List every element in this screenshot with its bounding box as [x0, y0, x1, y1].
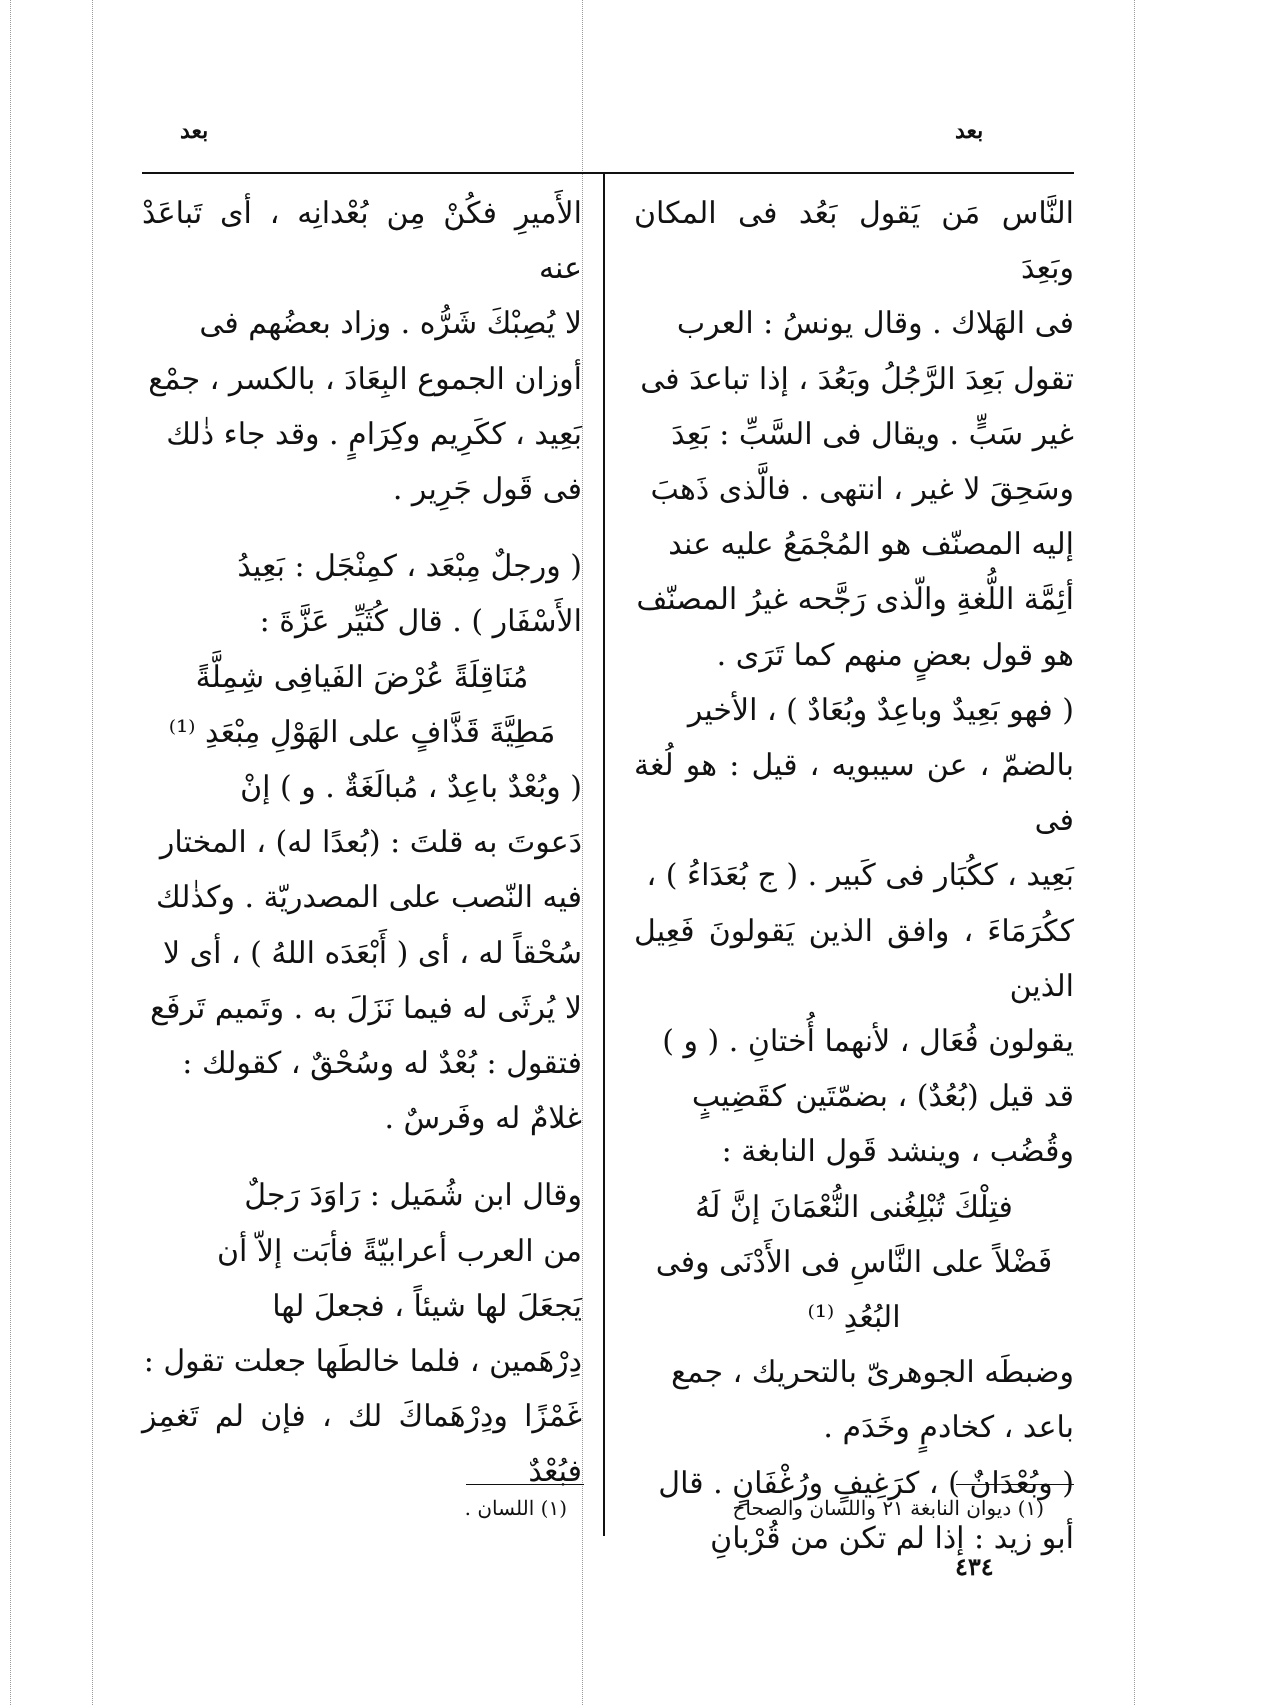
- text-line: لا يُصِبْكَ شَرُّه . وزاد بعضُهم فى: [199, 306, 582, 342]
- text-line: من العرب أعرابيّةً فأبَت إلاّ أن: [216, 1233, 582, 1269]
- text-line: قد قيل (بُعُدٌ) ، بضمّتَين كقَضِيبٍ: [691, 1079, 1074, 1115]
- footnote-right: (١) ديوان النابغة ٢١ واللسان والصحاح: [732, 1496, 1044, 1520]
- text-line: هو قول بعضٍ منهم كما تَرَى .: [716, 637, 1074, 673]
- text-line: الأَسْفَار ) . قال كُثَيِّر عَزَّةَ :: [259, 604, 582, 640]
- text-line: ككُرَمَاءَ ، وافق الذين يَقولونَ فَعِيل الذين: [634, 913, 1074, 1004]
- text-line: غَمْزًا ودِرْهَماكَ لك ، فإن لم تَغمِز فبُعْدٌ: [142, 1399, 582, 1490]
- right-column: [634, 186, 1074, 1566]
- text-line: إليه المصنّف هو المُجْمَعُ عليه عند: [668, 527, 1074, 563]
- scan-guide-line: [10, 0, 11, 1705]
- text-line: بَعِيد ، ككَرِيم وكِرَامٍ . وقد جاء ذٰلك: [166, 416, 582, 452]
- text-line: غير سَبٍّ . ويقال فى السَّبِّ : بَعِدَ: [671, 416, 1074, 452]
- verse-line: فَضْلاً على النَّاسِ فى الأَدْنَى وفى البُعُدِ ⁽¹⁾: [655, 1244, 1053, 1336]
- running-header-right: بعد: [955, 118, 984, 144]
- text-line: لا يُرثَى له فيما نَزَلَ به . وتَميم تَرفَع: [150, 990, 582, 1026]
- verse-line: مُنَاقِلَةً عُرْضَ الفَيافِى شِمِلَّةً: [195, 659, 529, 695]
- footnote-rule-left: [466, 1484, 584, 1485]
- footnote-left: (١) اللسان .: [464, 1496, 567, 1520]
- paragraph-gap: [142, 1146, 582, 1168]
- text-line: دَعوتَ به قلتَ : (بُعدًا له) ، المختار: [159, 825, 582, 861]
- verse-line: مَطِيَّةَ قَذَّافٍ على الهَوْلِ مِبْعَدِ ⁽¹⁾: [168, 714, 556, 750]
- text-line: وقال ابن شُمَيل : رَاوَدَ رَجلٌ: [244, 1178, 582, 1214]
- text-line: الأَميرِ فكُنْ مِن بُعْدانِه ، أى تَباعَدْ عنه: [142, 196, 582, 287]
- text-line: وضبطَه الجوهرىّ بالتحريك ، جمع: [671, 1355, 1074, 1391]
- text-line: فيه النّصب على المصدريّة . وكذٰلك: [156, 880, 582, 916]
- text-line: فى قَول جَرِير .: [392, 472, 582, 508]
- text-line: فتقول : بُعْدٌ له وسُحْقٌ ، كقولك :: [182, 1046, 582, 1082]
- text-line: فى الهَلاك . وقال يونسُ : العرب: [676, 306, 1074, 342]
- text-line: بَعِيد ، ككُبَار فى كَبير . ( ج بُعَدَاءُ ) ،: [646, 858, 1074, 894]
- text-line: يَجعَلَ لها شيئاً ، فجعلَ لها: [272, 1288, 582, 1324]
- text-line: النَّاس مَن يَقول بَعُد فى المكان وبَعِدَ: [634, 196, 1074, 287]
- text-line: سُحْقاً له ، أى ( أَبْعَدَه اللهُ ) ، أى لا: [162, 935, 582, 971]
- text-line: أوزان الجموع البِعَادَ ، بالكسر ، جمْع: [148, 361, 582, 397]
- scan-guide-line: [92, 0, 93, 1705]
- text-line: وسَحِقَ لا غير ، انتهى . فالَّذى ذَهبَ: [650, 472, 1074, 508]
- text-line: وقُضُب ، وينشد قَول النابغة :: [721, 1134, 1074, 1170]
- text-line: بالضمّ ، عن سيبويه ، قيل : هو لُغة فى: [634, 748, 1074, 839]
- scan-guide-line: [582, 0, 583, 1705]
- footnote-rule-right: [956, 1484, 1074, 1485]
- text-line: تقول بَعِدَ الرَّجُلُ وبَعُدَ ، إذا تباعدَ فى: [640, 361, 1074, 397]
- column-divider: [603, 174, 605, 1536]
- text-line: ( فهو بَعِيدٌ وباعِدٌ وبُعَادٌ ) ، الأخير: [687, 692, 1074, 728]
- running-header-left: بعد: [180, 118, 209, 144]
- text-line: باعد ، كخادمٍ وخَدَم .: [823, 1410, 1074, 1446]
- text-line: ( وبُعْدٌ باعِدٌ ، مُبالَغَةٌ . و ) إنْ: [240, 770, 582, 806]
- left-column: [142, 186, 582, 1500]
- paragraph-gap: [142, 517, 582, 539]
- text-line: ( وبُعْدَانٌ ) ، كرَغِيفٍ ورُغْفَانٍ . قال: [658, 1465, 1074, 1501]
- text-line: دِرْهَمين ، فلما خالطَها جعلت تقول :: [143, 1344, 582, 1380]
- text-line: غلامٌ له وفَرسٌ .: [384, 1101, 582, 1137]
- header-rule: [142, 172, 1074, 174]
- text-line: يقولون فُعَال ، لأنهما أُختانِ . ( و ): [662, 1024, 1074, 1060]
- verse-line: فتِلْكَ تُبْلِغُنى النُّعْمَانَ إنَّ لَهُ: [695, 1189, 1013, 1225]
- text-line: أبو زيد : إذا لم تكن من قُرْبانِ: [710, 1520, 1074, 1556]
- text-line: ( ورجلٌ مِبْعَد ، كمِنْجَل : بَعِيدُ: [237, 549, 582, 585]
- text-line: أئِمَّة اللُّغةِ والّذى رَجَّحه غيرُ المصنّف: [636, 582, 1074, 618]
- scan-guide-line: [1134, 0, 1135, 1705]
- page-number: ٤٣٤: [955, 1552, 994, 1581]
